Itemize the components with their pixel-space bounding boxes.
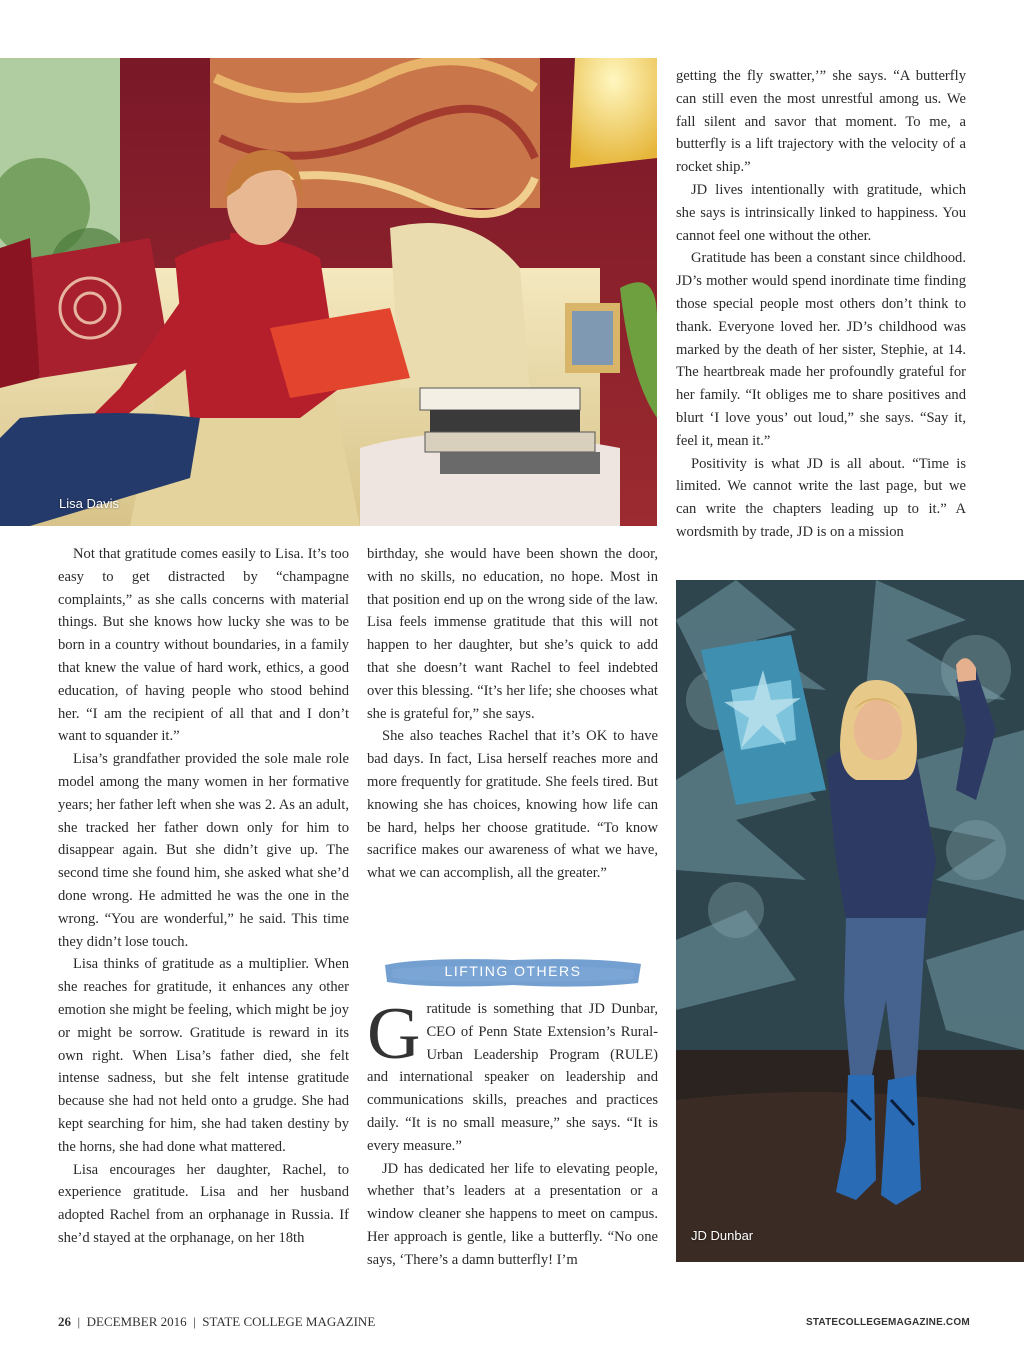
paragraph: Positivity is what JD is all about. “Time is limited. We cannot write the last page, but we can write the chapters leading up to it.” A wordsmith by trade, JD is on a mission (676, 455, 966, 540)
footer-separator: | (77, 1314, 81, 1329)
article-column-1 (58, 543, 349, 1250)
paragraph: Not that gratitude comes easily to Lisa. It’s too easy to get distracted by “champagne complaints,” as she calls concerns with material things. But she knows how lucky she was to be born in a country without boundaries, in a family that knew the value of hard work, ethics, a good education, of having people who stood behind her. “I am the recipient of all that and I don’t want to squander it.” (58, 546, 349, 745)
article-column-3 (676, 65, 966, 544)
article-column-2 (367, 543, 658, 885)
paragraph: JD has dedicated her life to elevating people, whether that’s leaders at a presentation or a window cleaner she happens to meet on campus. Her approach is gentle, like a butterfly. “No one says, ‘There’s a damn butterfly! I’m (367, 1160, 658, 1268)
paragraph-text: ratitude is something that JD Dunbar, CEO of Penn State Extension’s Rural-Urban Leadership Program (RULE) and international speaker on leadership and communications skills, preaches and practices daily. “It is no small measure,” she says. “It is every measure.” (367, 1001, 658, 1154)
lisa-davis-photo (0, 58, 657, 526)
issue-date: DECEMBER 2016 (86, 1314, 187, 1329)
jd-dunbar-photo (676, 580, 1024, 1262)
paragraph (367, 993, 658, 1158)
lisa-davis-illustration (0, 58, 657, 526)
photo-caption-jd: JD Dunbar (691, 1228, 754, 1243)
page-number: 26 (58, 1314, 71, 1329)
drop-cap: G (367, 993, 421, 1075)
paragraph: getting the fly swatter,’” she says. “A butterfly can still even the most unrestful among us. We fall silent and savor that moment. To me, a butterfly is a lift trajectory with the velocity of a rocket ship.” (676, 68, 966, 176)
magazine-name: STATE COLLEGE MAGAZINE (202, 1314, 376, 1329)
article-column-2-continued (367, 993, 658, 1272)
paragraph: Lisa encourages her daughter, Rachel, to experience gratitude. Lisa and her husband adopted Rachel from an orphanage in Russia. If she’d stayed at the orphanage, on her 18th (58, 1161, 349, 1246)
photo-caption-lisa: Lisa Davis (59, 496, 119, 511)
section-heading-band (383, 955, 643, 989)
paragraph: Lisa thinks of gratitude as a multiplier. When she reaches for gratitude, it enhances any other emotion she might be feeling, which might be joy or might be sorrow. Gratitude is reward in its own right. When Lisa’s father died, she felt intense sadness, but she felt intense gratitude because she had not held onto a grudge. She had kept searching for him, she had taken destiny by the horns, she had done what mattered. (58, 956, 349, 1155)
jd-dunbar-illustration (676, 580, 1024, 1262)
paragraph: Lisa’s grandfather provided the sole male role model among the many women in her formative years; her father left when she was 2. As an adult, she tracked her father down only for him to disappear again. But she didn’t give up. The second time she found him, she asked what she’d done wrong. He admitted he was the one in the wrong. “You are wonderful,” he said. This time they didn’t lose touch. (58, 751, 349, 950)
paragraph: Gratitude has been a constant since childhood. JD’s mother would spend inordinate time finding those special people most others don’t think to thank. Everyone loved her. JD’s childhood was marked by the death of her sister, Stephie, at 14. The heartbreak made her profoundly grateful for her family. “It obliges me to share positives and blurt ‘I love yous’ out loud,” she says. “Say it, feel it, mean it.” (676, 250, 966, 449)
footer-separator: | (193, 1314, 196, 1329)
magazine-website: STATECOLLEGEMAGAZINE.COM (806, 1317, 970, 1328)
page-footer (58, 1314, 375, 1330)
paragraph: birthday, she would have been shown the door, with no skills, no education, no hope. Most in that position end up on the wrong side of the law. Lisa feels immense gratitude that this will not happen to her daughter, but she’s quick to add that she doesn’t want Rachel to feel indebted over this blessing. “It’s her life; she chooses what she is grateful for,” she says. (367, 546, 658, 722)
paragraph: JD lives intentionally with gratitude, which she says is intrinsically linked to happiness. You cannot feel one without the other. (676, 181, 966, 244)
section-heading: LIFTING OTHERS (444, 963, 582, 979)
paragraph: She also teaches Rachel that it’s OK to have bad days. In fact, Lisa herself reaches more and more frequently for gratitude. She feels tired. But knowing she has choices, knowing how life can be hard, helps her choose gratitude. “To know sacrifice makes our awareness of what we have, what we can accomplish, all the greater.” (367, 728, 658, 882)
